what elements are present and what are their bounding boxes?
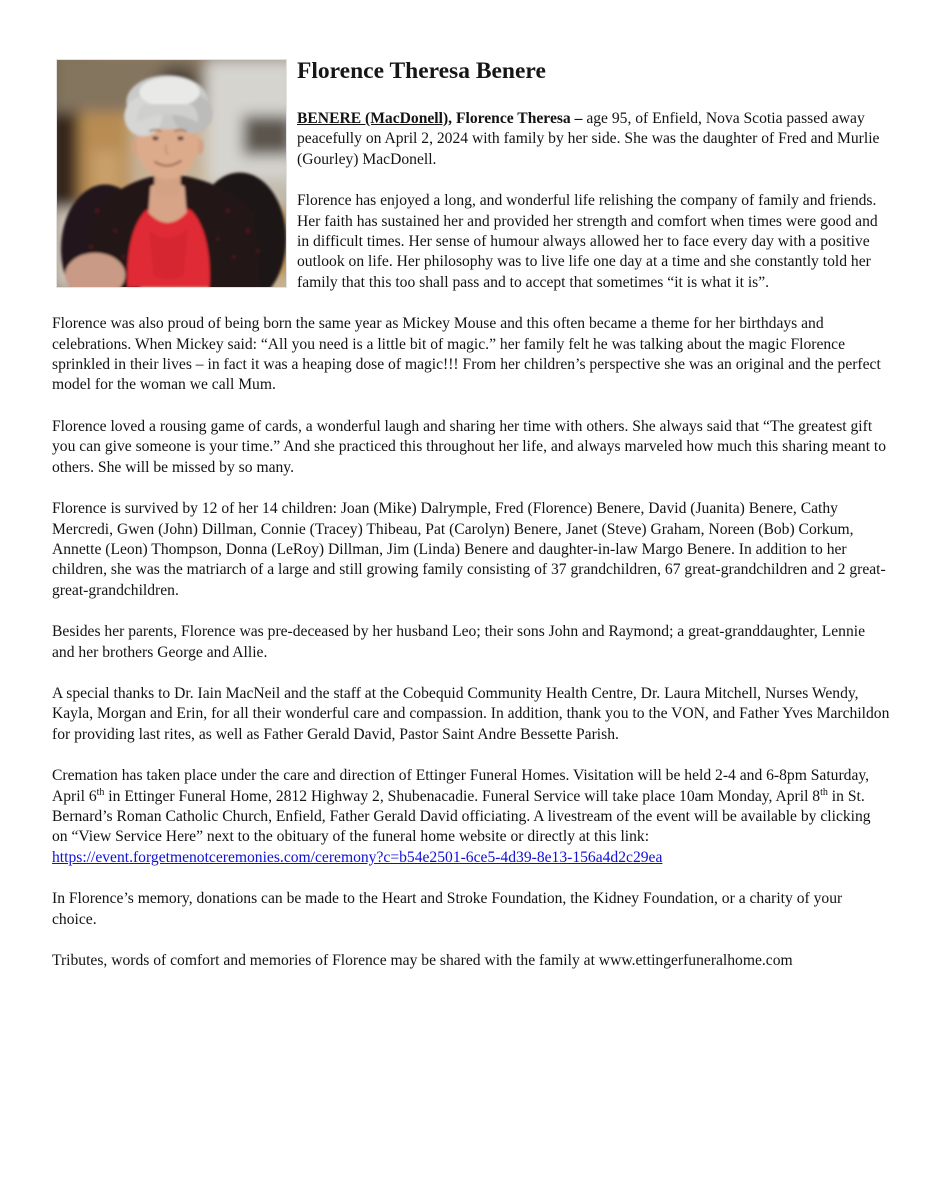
tributes-paragraph: Tributes, words of comfort and memories of Florence may be shared with the family at www.ettingerfuneralhome.com: [52, 952, 793, 969]
service-text-1: Cremation has taken place under the care and direction of Ettinger Funeral Homes. Visitation will be held 2-4 and 6-8pm Saturday, April 6: [52, 767, 870, 805]
donations-paragraph: In Florence’s memory, donations can be made to the Heart and Stroke Foundation, the Kidney Foundation, or a charity of your choice.: [52, 890, 843, 928]
cards-paragraph: Florence loved a rousing game of cards, a wonderful laugh and sharing her time with others. She always said that “The greatest gift you can give someone is your time.” And she practiced this throughout her life, and always marveled how much this sharing meant to others. She will be missed by so many.: [52, 417, 887, 476]
elderly-woman-portrait-icon: [57, 60, 286, 287]
mickey-mouse-paragraph: Florence was also proud of being born the same year as Mickey Mouse and this often became a theme for her birthdays and celebrations. When Mickey said: “All you need is a little bit of magic.” her family felt he was talking about the magic Florence sprinkled in their lives – in fact it was a heaping dose of magic!!! From her children’s perspective she was an original and the perfect model for the woman we call Mum.: [52, 315, 881, 394]
special-thanks-paragraph: A special thanks to Dr. Iain MacNeil and the staff at the Cobequid Community Health Centre, Dr. Laura Mitchell, Nurses Wendy, Kayla, Morgan and Erin, for all their wonderful care and compassion. In addition, thank you to the VON, and Father Yves Marchildon for providing last rites, as well as Father Gerald David, Pastor Saint Andre Bessette Parish.: [52, 684, 890, 743]
service-details-paragraph: [52, 766, 890, 868]
livestream-link[interactable]: https://event.forgetmenotceremonies.com/ceremony?c=b54e2501-6ce5-4d39-8e13-156a4d2c29ea: [52, 848, 663, 866]
predeceased-paragraph: Besides her parents, Florence was pre-deceased by her husband Leo; their sons John and Raymond; a great-granddaughter, Lennie and her brothers George and Allie.: [52, 623, 866, 661]
portrait-photo: [57, 60, 286, 287]
life-paragraph: Florence has enjoyed a long, and wonderful life relishing the company of family and friends. Her faith has sustained her and provided her strength and comfort when times were good and in difficult times. Her sense of humour always allowed her to face every day with a positive outlook on life. Her philosophy was to live life one day at a time and she constantly told her family that this too shall pass and to accept that sometimes “it is what it is”.: [297, 192, 878, 291]
surname-text: BENERE (MacDonell),: [297, 110, 453, 127]
superscript-th-2: th: [820, 786, 828, 798]
survived-by-paragraph: Florence is survived by 12 of her 14 children: Joan (Mike) Dalrymple, Fred (Florence) Benere, David (Juanita) Benere, Cathy Mercredi, Gwen (John) Dillman, Connie (Tracey) Thibeau, Pat (Carolyn) Benere, Janet (Steve) Graham, Noreen (Bob) Corkum, Annette (Leon) Thompson, Donna (LeRoy) Dillman, Jim (Linda) Benere and daughter-in-law Margo Benere. In addition to her children, she was the matriarch of a large and still growing family consisting of 37 grandchildren, 67 great-grandchildren and 2 great-great-grandchildren.: [52, 500, 886, 599]
intro-body-text: age 95, of Enfield, Nova Scotia passed away peacefully on April 2, 2024 with family by her side. She was the daughter of Fred and Murlie (Gourley) MacDonell.: [297, 110, 880, 168]
service-text-3: in St. Bernard’s Roman Catholic Church, Enfield, Father Gerald David officiating. A livestream of the event will be available by clicking on “View Service Here” next to the obituary of the funeral home website or directly at this link:: [52, 787, 871, 846]
superscript-th-1: th: [96, 786, 105, 798]
service-text-2: in Ettinger Funeral Home, 2812 Highway 2, Shubenacadie. Funeral Service will take place 10am Monday, April 8: [104, 787, 821, 805]
given-name-text: Florence Theresa –: [452, 110, 587, 127]
page-title: Florence Theresa Benere: [297, 58, 546, 84]
